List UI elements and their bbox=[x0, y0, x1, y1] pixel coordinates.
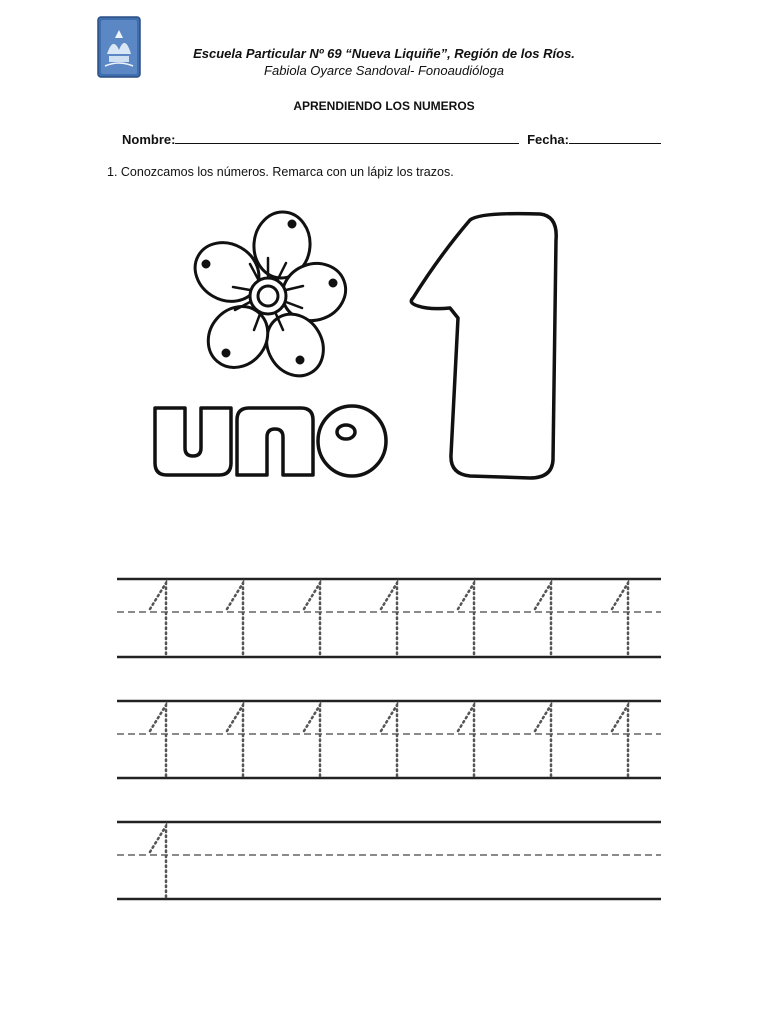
traced-digits bbox=[150, 583, 628, 655]
traced-digit-one bbox=[535, 705, 551, 776]
traced-digit-one bbox=[458, 705, 474, 776]
traced-digit-one bbox=[227, 583, 243, 655]
practice-row-1 bbox=[117, 579, 661, 657]
traced-digit-one bbox=[381, 583, 397, 655]
name-label: Nombre: bbox=[122, 132, 176, 147]
traced-digit-one bbox=[150, 826, 166, 897]
word-uno-art bbox=[155, 406, 386, 476]
traced-digit-one bbox=[458, 583, 474, 655]
traced-digit-one bbox=[612, 583, 628, 655]
traced-digit-one bbox=[150, 583, 166, 655]
date-label: Fecha: bbox=[527, 132, 569, 147]
traced-digit-one bbox=[381, 705, 397, 776]
practice-row-3 bbox=[117, 822, 661, 899]
traced-digit-one bbox=[150, 705, 166, 776]
traced-digits bbox=[150, 826, 166, 897]
digit-one-art bbox=[411, 214, 556, 478]
traced-digit-one bbox=[535, 583, 551, 655]
traced-digits bbox=[150, 705, 628, 776]
practice-row-2 bbox=[117, 701, 661, 778]
traced-digit-one bbox=[304, 583, 320, 655]
author-name: Fabiola Oyarce Sandoval- Fonoaudióloga bbox=[264, 63, 504, 78]
school-name: Escuela Particular Nº 69 “Nueva Liquiñe”, Región de los Ríos. bbox=[193, 46, 575, 61]
worksheet-title: APRENDIENDO LOS NUMEROS bbox=[293, 99, 475, 113]
traced-digit-one bbox=[227, 705, 243, 776]
flower-icon bbox=[184, 210, 353, 387]
instruction: 1. Conozcamos los números. Remarca con un lápiz los trazos. bbox=[107, 165, 454, 179]
traced-digit-one bbox=[612, 705, 628, 776]
traced-digit-one bbox=[304, 705, 320, 776]
